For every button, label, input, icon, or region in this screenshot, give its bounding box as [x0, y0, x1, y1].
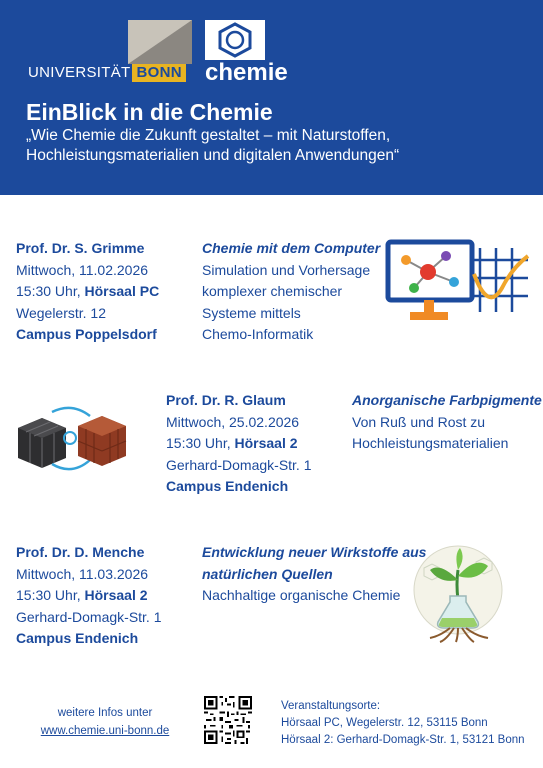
pigment-cubes-icon [12, 398, 130, 478]
lecture-3-campus: Campus Endenich [16, 630, 139, 646]
university-bonn-logo [28, 20, 192, 84]
lecture-1-street: Wegelerstr. 12 [16, 304, 107, 321]
lecture-1-topic [202, 238, 380, 346]
website-link[interactable]: www.chemie.uni-bonn.de [40, 725, 170, 737]
qr-code-icon[interactable] [204, 696, 252, 744]
lecture-1-topic-title: Chemie mit dem Computer [202, 240, 381, 256]
venue-pc: Hörsaal PC, Wegelerstr. 12, 53115 Bonn [281, 717, 488, 729]
header-banner [0, 0, 543, 195]
plant-flask-icon [410, 540, 506, 644]
lecture-2-details [166, 390, 312, 498]
lecture-3-speaker: Prof. Dr. D. Menche [16, 544, 145, 560]
lecture-3-details [16, 542, 162, 650]
lecture-1-topic-line: komplexer chemischer [202, 283, 343, 299]
lecture-3-topic [202, 542, 426, 607]
lecture-3-date: Mittwoch, 11.03.2026 [16, 565, 149, 582]
lecture-1-details [16, 238, 159, 346]
benzene-ring-icon [205, 20, 265, 60]
lecture-3-topic-line: Nachhaltige organische Chemie [202, 587, 401, 603]
lecture-2-topic-line: Von Ruß und Rost zu [352, 413, 486, 430]
uni-logo-bonn: BONN [132, 64, 185, 82]
lecture-2-room: Hörsaal 2 [234, 435, 298, 451]
lecture-2-campus: Campus Endenich [166, 478, 289, 494]
chemie-logo-text: chemie [205, 59, 288, 86]
lecture-2-time-room: 15:30 Uhr, Hörsaal 2 [166, 435, 298, 451]
lecture-3-room: Hörsaal 2 [84, 587, 148, 603]
lecture-1-topic-line: Chemo-Informatik [202, 326, 314, 342]
venues-title: Veranstaltungsorte: [281, 700, 381, 712]
lecture-1-topic-line: Systeme mittels [202, 304, 301, 321]
lecture-2-street: Gerhard-Domagk-Str. 1 [166, 456, 312, 473]
lecture-1-topic-line: Simulation und Vorhersage [202, 261, 371, 278]
lecture-2-date: Mittwoch, 25.02.2026 [166, 413, 300, 430]
venue-2: Hörsaal 2: Gerhard-Domagk-Str. 1, 53121 Bonn [281, 734, 525, 746]
lecture-2-speaker: Prof. Dr. R. Glaum [166, 392, 286, 408]
lecture-2-topic [352, 390, 542, 455]
lecture-3-time-room: 15:30 Uhr, Hörsaal 2 [16, 587, 148, 603]
lecture-1-speaker: Prof. Dr. S. Grimme [16, 240, 145, 256]
lecture-2-topic-title: Anorganische Farbpigmente [352, 392, 542, 408]
computer-molecule-icon [384, 238, 532, 326]
chemie-logo [205, 20, 297, 86]
lecture-1-time-room: 15:30 Uhr, Hörsaal PC [16, 283, 160, 299]
lecture-3-topic-title: natürlichen Quellen [202, 565, 333, 582]
lecture-3-street: Gerhard-Domagk-Str. 1 [16, 608, 162, 625]
lecture-1-campus: Campus Poppelsdorf [16, 326, 157, 342]
lecture-1-date: Mittwoch, 11.02.2026 [16, 261, 149, 278]
lecture-1-room: Hörsaal PC [84, 283, 160, 299]
page-subtitle: „Wie Chemie die Zukunft gestaltet – mit Naturstoffen, Hochleistungsmaterialien und digitalen Anwendungen“ [26, 127, 400, 164]
lecture-2-topic-line: Hochleistungsmaterialien [352, 435, 509, 451]
more-info-block [30, 704, 180, 740]
uni-logo-text: UNIVERSITÄT [28, 64, 131, 81]
lecture-3-topic-title: Entwicklung neuer Wirkstoffe aus [202, 544, 427, 560]
logo-triangle [128, 20, 192, 64]
venues-block [281, 698, 525, 749]
chemie-logo-box [205, 20, 265, 60]
more-info-label: weitere Infos unter [57, 707, 153, 719]
page-title: EinBlick in die Chemie [26, 99, 273, 125]
